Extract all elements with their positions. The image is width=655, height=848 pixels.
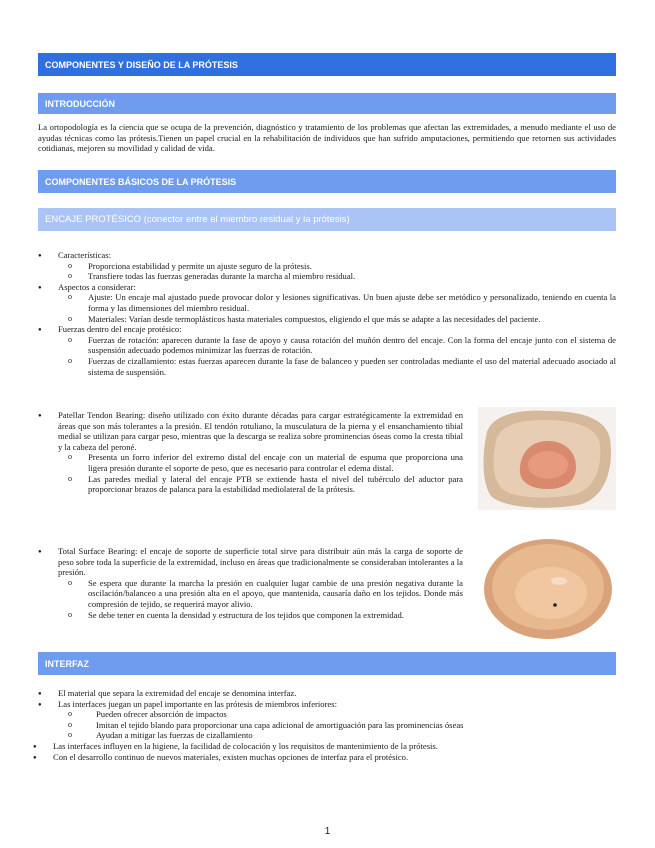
intro-heading-text: INTRODUCCIÓN <box>45 98 115 109</box>
list-item: o Fuerzas de cizallamiento: estas fuerzas aparecen durante la fase de balanceo y pueden ser controladas mediante el uso del material adecuado asociado al sistema de suspensión. <box>38 356 616 377</box>
tsb-socket-image <box>481 537 616 640</box>
main-heading <box>38 53 616 76</box>
list-item: o Ayudan a mitigar las fuerzas de cizallamiento <box>38 730 616 741</box>
basic-components-heading-text: COMPONENTES BÁSICOS DE LA PRÓTESIS <box>45 176 237 187</box>
ptb-socket-illustration <box>478 407 616 510</box>
tsb-socket-illustration <box>481 537 616 640</box>
list-item: ● Fuerzas dentro del encaje protésico: <box>38 324 616 335</box>
list-item: o Se espera que durante la marcha la presión en cualquier lugar cambie de una presión negativa durante la oscilación/balanceo a una presión alta en el apoyo, que mantenida, causaría daño en los tejidos. Donde más compresión de tejido, se requerirá mayor alivio. <box>38 578 463 610</box>
list-item: o Las paredes medial y lateral del encaje PTB se extiende hasta el nivel del tubérculo del aductor para proporcionar brazos de palanca para la estabilidad mediolateral de la prótesis. <box>38 474 463 495</box>
interface-heading-text: INTERFAZ <box>45 658 89 669</box>
list-item: ● Características: <box>38 250 616 261</box>
list-item: ● Aspectos a considerar: <box>38 282 616 293</box>
ptb-socket-image <box>478 407 616 510</box>
list-item: ● El material que separa la extremidad del encaje se denomina interfaz. <box>38 688 616 699</box>
page-number: 1 <box>324 826 331 837</box>
socket-heading <box>38 208 616 231</box>
list-item: o Fuerzas de rotación: aparecen durante la fase de apoyo y causa rotación del muñón dentro del encaje. Con la forma del encaje junto con el sistema de suspensión adecuado podemos minimizar las fuerzas de rotación. <box>38 335 616 356</box>
main-heading-text: COMPONENTES Y DISEÑO DE LA PRÓTESIS <box>45 59 238 70</box>
interface-list <box>38 688 616 762</box>
list-item: ● Las interfaces influyen en la higiene, la facilidad de colocación y los requisitos de mantenimiento de la prótesis. <box>33 741 616 752</box>
list-item: ● Patellar Tendon Bearing: diseño utilizado con éxito durante décadas para cargar estratégicamente la extremidad en áreas que son más tolerantes a la presión. El tendón rotuliano, la musculatura de la pierna y el ensanchamiento tibial medial se utilizan para cargar peso, mientras que la descarga se realiza sobre prominencias óseas como la cresta tibial y la cabeza del peroné. <box>38 410 463 452</box>
list-item: ● Total Surface Bearing: el encaje de soporte de superficie total sirve para distribuir aún más la carga de soporte de peso sobre toda la superficie de la extremidad, incluso en áreas que tradicionalmente se consideraban intolerantes a la presión. <box>38 546 463 578</box>
list-item: o Proporciona estabilidad y permite un ajuste seguro de la prótesis. <box>38 261 616 272</box>
list-item: o Se debe tener en cuenta la densidad y estructura de los tejidos que componen la extremidad. <box>38 610 463 621</box>
intro-paragraph: La ortopodología es la ciencia que se ocupa de la prevención, diagnóstico y tratamiento de los problemas que afectan las extremidades, a menudo mediante el uso de ayudas técnicas como las prótesis.Tienen un papel crucial en la rehabilitación de individuos que han sufrido amputaciones, permitiendo que retornen sus actividades cotidianas, mejoren su movilidad y calidad de vida. <box>38 122 616 154</box>
list-item: o Ajuste: Un encaje mal ajustado puede provocar dolor y lesiones significativas. Un buen ajuste debe ser metódico y personalizado, teniendo en cuenta la forma y las dimensiones del miembro residual. <box>38 292 616 313</box>
list-item: o Imitan el tejido blando para proporcionar una capa adicional de amortiguación para las prominencias óseas <box>38 720 616 731</box>
intro-heading <box>38 93 616 114</box>
tsb-section <box>38 546 463 620</box>
list-item: o Pueden ofrecer absorción de impactos <box>38 709 616 720</box>
basic-components-heading <box>38 170 616 193</box>
interface-heading <box>38 652 616 675</box>
list-item: o Presenta un forro inferior del extremo distal del encaje con un material de espuma que proporciona una ligera presión durante el soporte de peso, que es necesario para controlar el edema distal. <box>38 452 463 473</box>
list-item: ● Con el desarrollo continuo de nuevos materiales, existen muchas opciones de interfaz para el protésico. <box>33 752 616 763</box>
list-item: o Transfiere todas las fuerzas generadas durante la marcha al miembro residual. <box>38 271 616 282</box>
socket-heading-text: ENCAJE PROTÉSICO (conector entre el miembro residual y la prótesis) <box>45 214 350 225</box>
list-item: o Materiales: Varían desde termoplásticos hasta materiales compuestos, eligiendo el que más se adapte a las necesidades del paciente. <box>38 314 616 325</box>
list-item: ● Las interfaces juegan un papel importante en las prótesis de miembros inferiores: <box>38 699 616 710</box>
ptb-section <box>38 410 463 495</box>
socket-list <box>38 250 616 377</box>
